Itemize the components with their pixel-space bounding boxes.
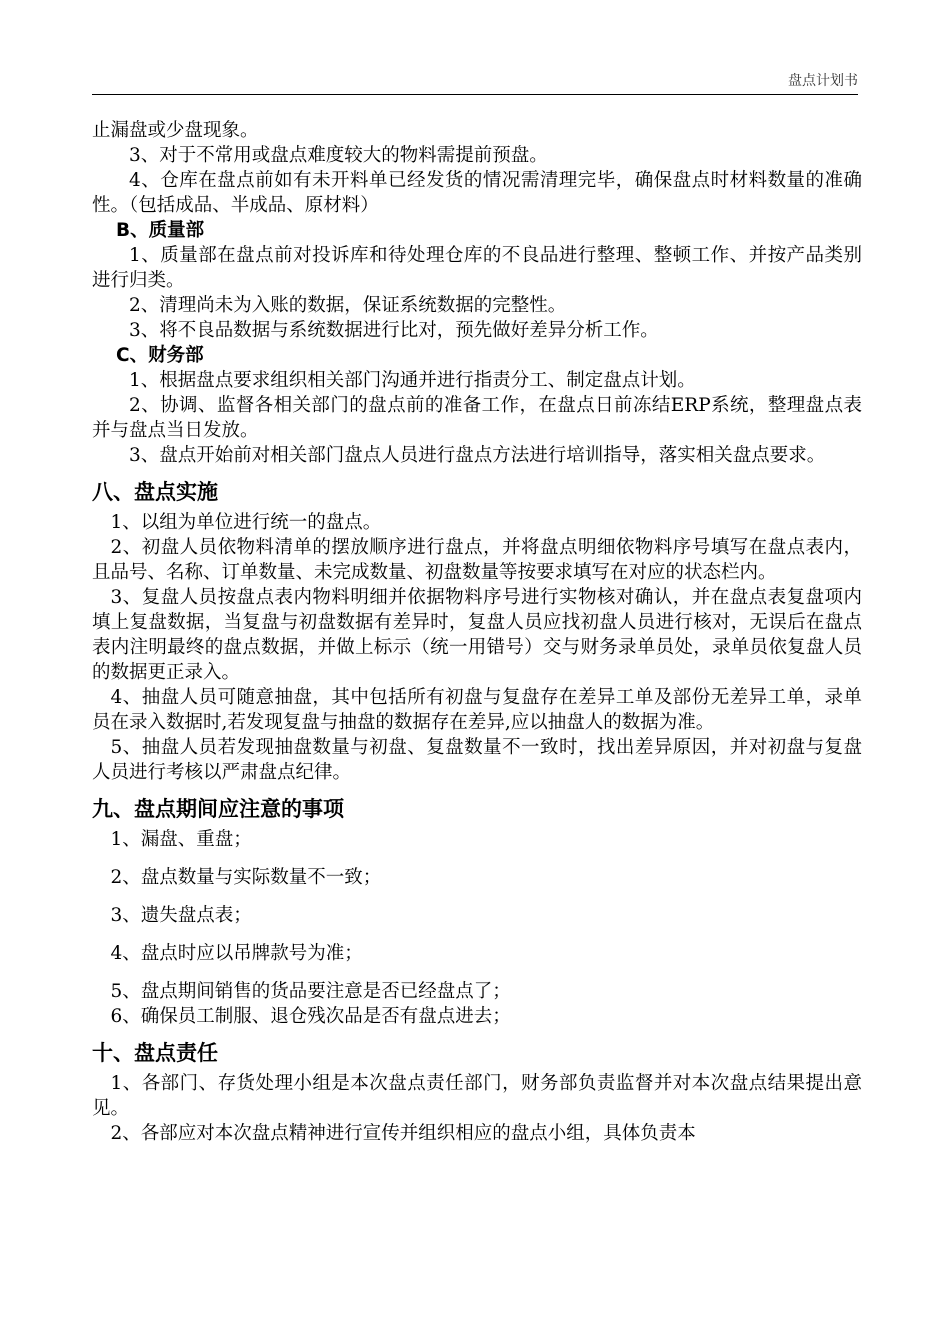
quality-item: 3、将不良品数据与系统数据进行比对，预先做好差异分析工作。 <box>129 320 659 341</box>
finance-item: 1、根据盘点要求组织相关部门沟通并进行指责分工、制定盘点计划。 <box>129 370 696 391</box>
quality-item: 2、清理尚未为入账的数据，保证系统数据的完整性。 <box>129 295 567 316</box>
section9-list <box>92 827 862 1029</box>
paragraph-continuation: 止漏盘或少盘现象。 <box>92 120 259 141</box>
section8-item: 5、抽盘人员若发现抽盘数量与初盘、复盘数量不一致时，找出差异原因，并对初盘与复盘人员进行考核以严肃盘点纪律。 <box>92 737 862 783</box>
section10-item: 2、各部应对本次盘点精神进行宣传并组织相应的盘点小组，具体负责本 <box>110 1123 696 1144</box>
subsection-title-finance: C、财务部 <box>116 345 204 366</box>
section9-item: 3、遗失盘点表； <box>110 905 252 926</box>
section9-item: 6、确保员工制服、退仓残次品是否有盘点进去； <box>110 1006 511 1027</box>
section9-item: 1、漏盘、重盘； <box>110 829 252 850</box>
section8-item: 1、以组为单位进行统一的盘点。 <box>110 512 382 533</box>
section-heading-9: 九、盘点期间应注意的事项 <box>92 797 344 821</box>
page-header-title: 盘点计划书 <box>788 73 858 89</box>
header-divider <box>92 94 858 95</box>
section8-item: 3、复盘人员按盘点表内物料明细并依据物料序号进行实物核对确认，并在盘点表复盘项内填上复盘数据，当复盘与初盘数据有差异时，复盘人员应找初盘人员进行核对，无误后在盘点表内注明最终的盘点数据，并做上标示（统一用错号）交与财务录单员处，录单员依复盘人员的数据更正录入。 <box>92 587 862 683</box>
section9-item: 5、盘点期间销售的货品要注意是否已经盘点了； <box>110 981 511 1002</box>
section8-item: 2、初盘人员依物料清单的摆放顺序进行盘点，并将盘点明细依物料序号填写在盘点表内，且品号、名称、订单数量、未完成数量、初盘数量等按要求填写在对应的状态栏内。 <box>92 537 862 583</box>
section8-item: 4、抽盘人员可随意抽盘，其中包括所有初盘与复盘存在差异工单及部份无差异工单，录单员在录入数据时,若发现复盘与抽盘的数据存在差异,应以抽盘人的数据为准。 <box>92 687 862 733</box>
finance-item: 3、盘点开始前对相关部门盘点人员进行盘点方法进行培训指导，落实相关盘点要求。 <box>129 445 826 466</box>
section-heading-10: 十、盘点责任 <box>92 1041 218 1065</box>
section10-item: 1、各部门、存货处理小组是本次盘点责任部门，财务部负责监督并对本次盘点结果提出意见。 <box>92 1073 862 1119</box>
warehouse-item: 3、对于不常用或盘点难度较大的物料需提前预盘。 <box>129 145 548 166</box>
section9-item: 2、盘点数量与实际数量不一致； <box>110 867 382 888</box>
finance-item: 2、协调、监督各相关部门的盘点前的准备工作，在盘点日前冻结ERP系统，整理盘点表并与盘点当日发放。 <box>92 395 862 441</box>
subsection-title-quality: B、质量部 <box>116 220 205 241</box>
section-heading-8: 八、盘点实施 <box>92 480 218 504</box>
document-body <box>92 118 862 1146</box>
section9-item: 4、盘点时应以吊牌款号为准； <box>110 943 363 964</box>
quality-item: 1、质量部在盘点前对投诉库和待处理仓库的不良品进行整理、整顿工作、并按产品类别进行归类。 <box>92 245 862 291</box>
warehouse-item: 4、仓库在盘点前如有未开料单已经发货的情况需清理完毕，确保盘点时材料数量的准确性。（包括成品、半成品、原材料） <box>92 170 862 216</box>
